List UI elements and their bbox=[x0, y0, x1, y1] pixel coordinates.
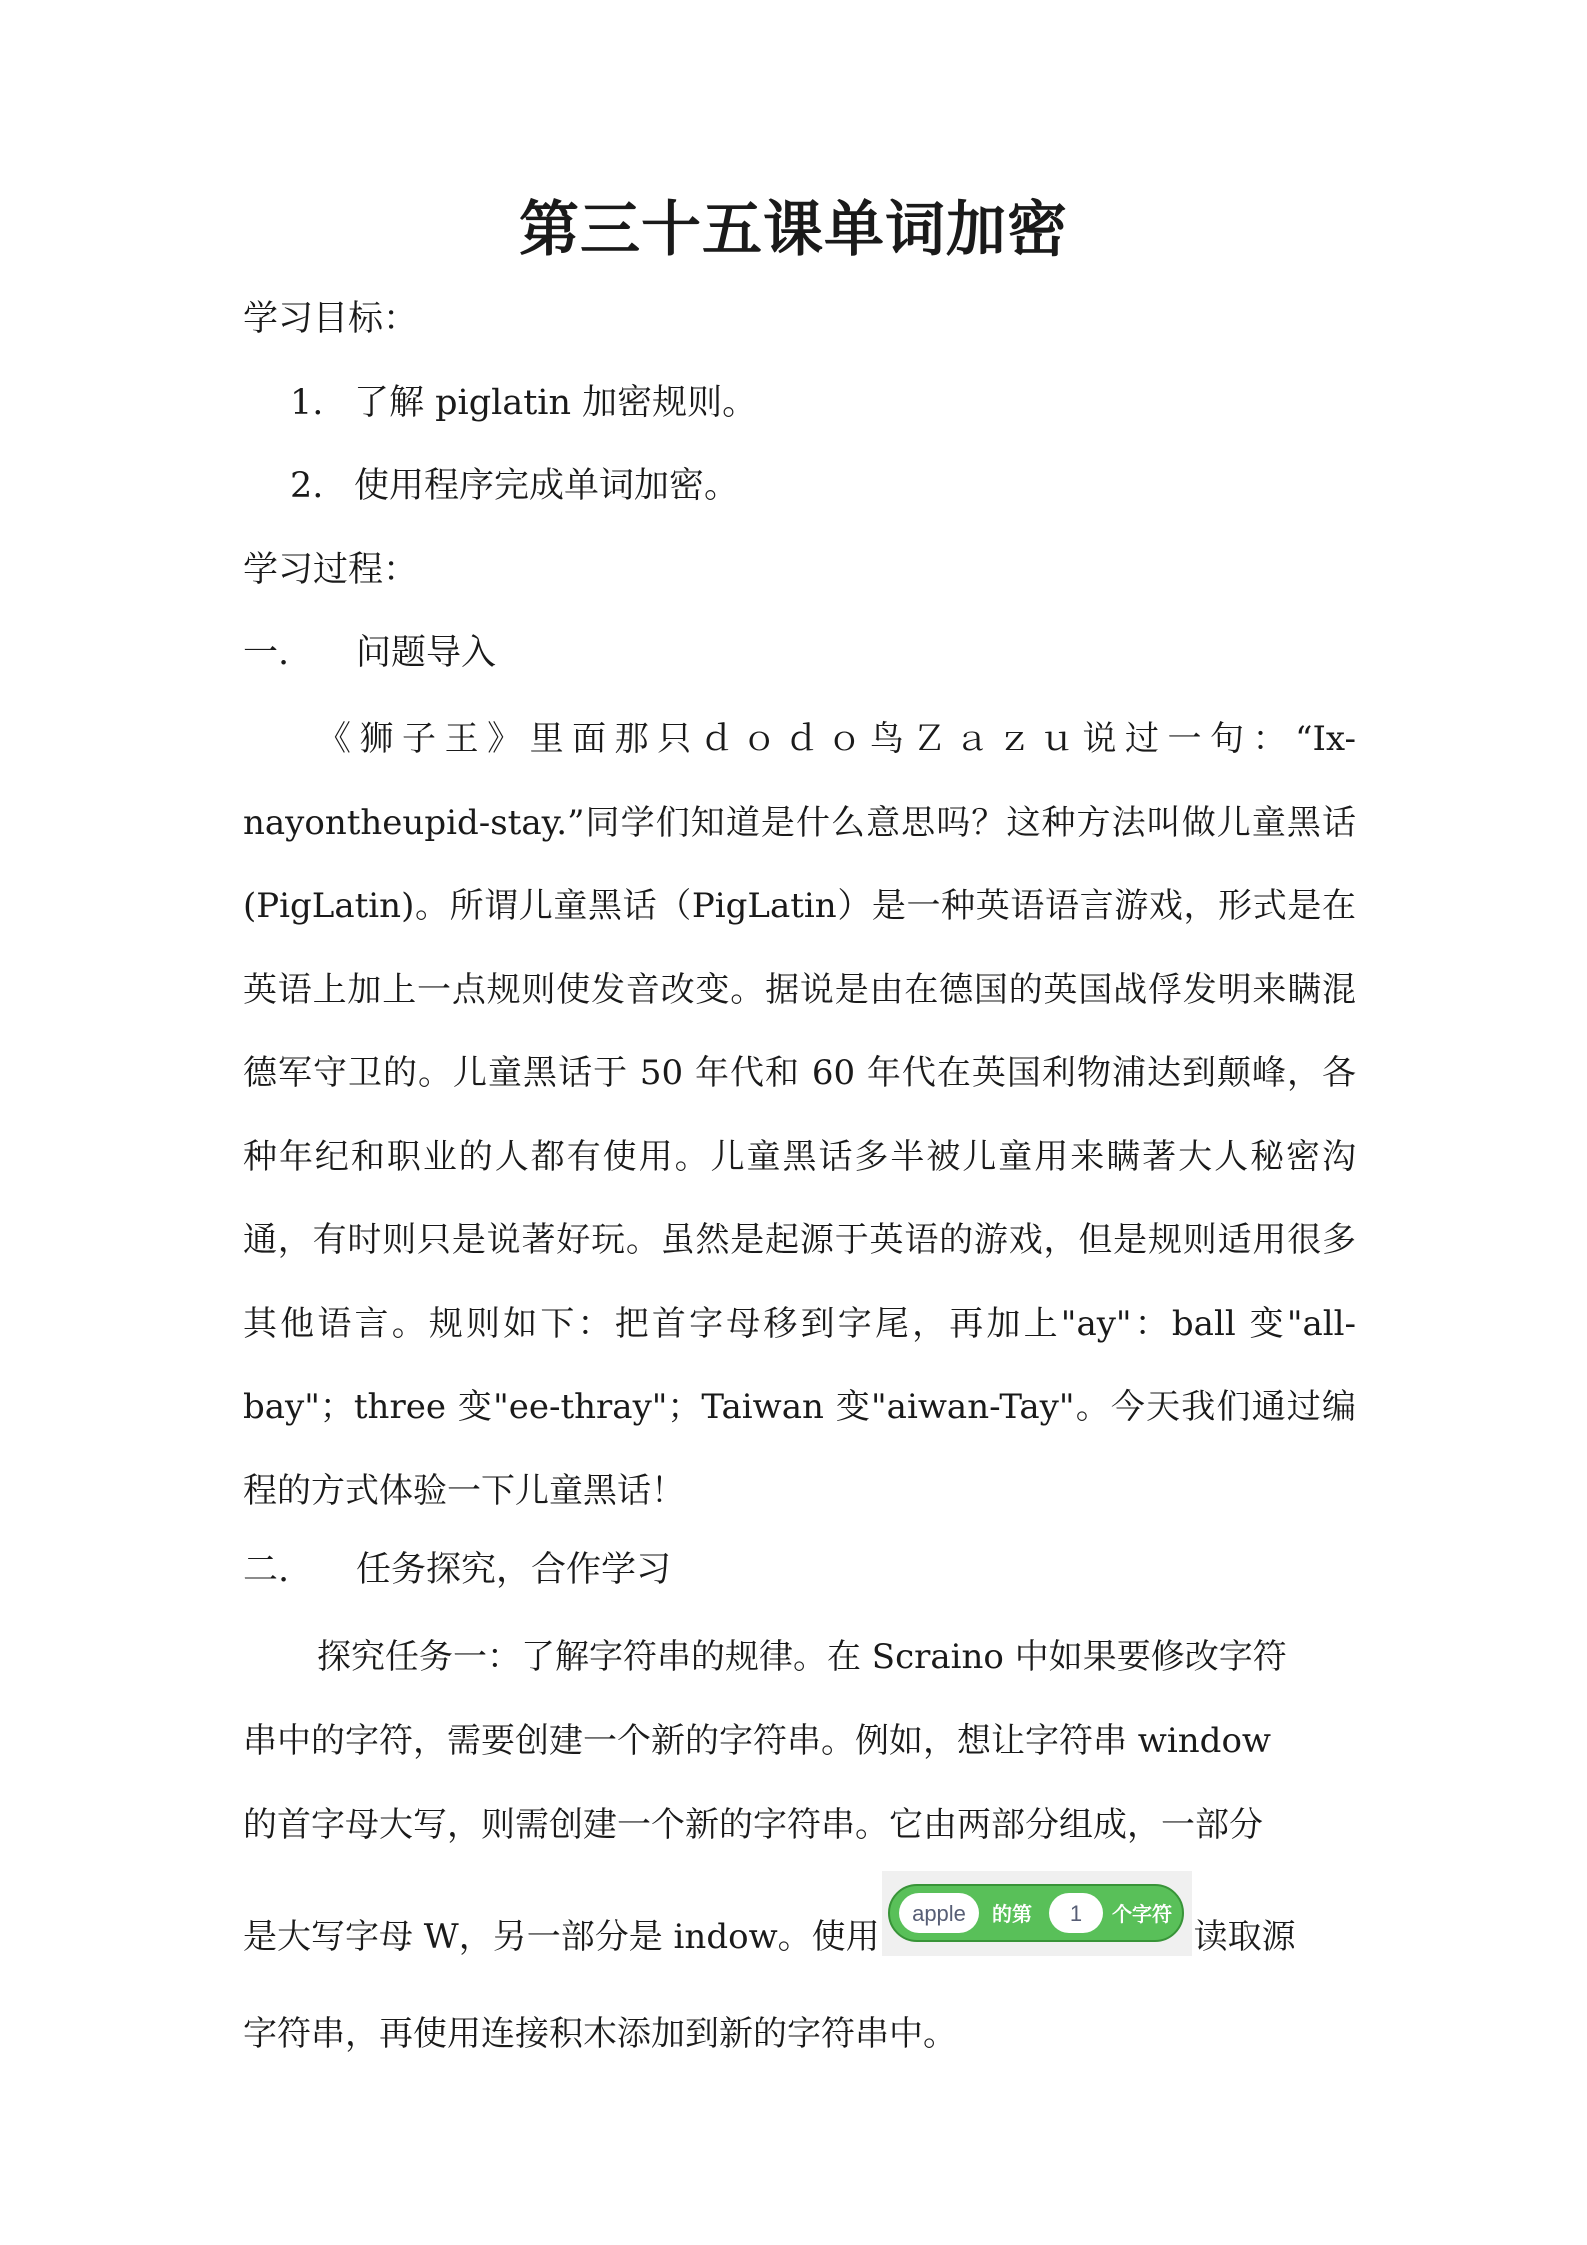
block-label-1: 的第 bbox=[991, 1902, 1032, 1926]
list-number: 2. bbox=[290, 466, 324, 506]
section-2-heading bbox=[243, 1545, 671, 1595]
list-number: 1. bbox=[290, 383, 324, 423]
index-input-text: 1 bbox=[1069, 1901, 1082, 1926]
block-label-2: 个字符 bbox=[1111, 1902, 1172, 1926]
section-title: 问题导入 bbox=[356, 633, 497, 673]
objective-item-1 bbox=[290, 378, 757, 428]
paragraph-line: 探究任务一：了解字符串的规律。在 Scraino 中如果要修改字符 bbox=[317, 1637, 1287, 1677]
section-number: 一. bbox=[243, 633, 290, 673]
process-heading: 学习过程： bbox=[243, 550, 419, 590]
objectives-heading: 学习目标： bbox=[243, 299, 419, 339]
section-title: 任务探究，合作学习 bbox=[356, 1550, 672, 1590]
paragraph-line: 的首字母大写，则需创建一个新的字符串。它由两部分组成，一部分 bbox=[243, 1805, 1263, 1845]
paragraph-text: 读取源 bbox=[1193, 1917, 1296, 1957]
section-number: 二. bbox=[243, 1550, 290, 1590]
page-title: 第三十五课单词加密 bbox=[519, 195, 1068, 265]
section-2-paragraph bbox=[243, 1615, 1356, 2076]
objective-item-2 bbox=[290, 461, 739, 511]
section-1-paragraph: 《狮子王》里面那只ｄｏｄｏ鸟Ｚａｚｕ说过一句：“Ix-nayontheupid-stay.”同学们知道是什么意思吗？这种方法叫做儿童黑话(PigLatin)。所谓儿童黑话（PigLatin）是一种英语语言游戏，形式是在英语上加上一点规则使发音改变。据说是由在德国的英国战俘发明来瞒混德军守卫的。儿童黑话于 50 年代和 60 年代在英国利物浦达到颠峰，各种年纪和职业的人都有使用。儿童黑话多半被儿童用来瞒著大人秘密沟通，有时则只是说著好玩。虽然是起源于英语的游戏，但是规则适用很多其他语言。规则如下：把首字母移到字尾，再加上"ay"：ball 变"all-bay"；three 变"ee-thray"；Taiwan 变"aiwan-Tay"。今天我们通过编程的方式体验一下儿童黑话！ bbox=[243, 719, 1356, 1511]
list-text: 使用程序完成单词加密。 bbox=[354, 466, 740, 506]
paragraph-line-with-block bbox=[243, 1871, 1356, 1992]
paragraph-text: 是大写字母 W，另一部分是 indow。使用 bbox=[243, 1917, 880, 1957]
list-text: 了解 piglatin 加密规则。 bbox=[354, 383, 758, 423]
paragraph-line: 字符串，再使用连接积木添加到新的字符串中。 bbox=[243, 2014, 957, 2054]
string-input-text: apple bbox=[911, 1901, 966, 1926]
section-1-heading bbox=[243, 628, 496, 678]
block-image bbox=[882, 1871, 1192, 1956]
letter-of-string-block bbox=[882, 1871, 1192, 1956]
paragraph-line: 串中的字符，需要创建一个新的字符串。例如，想让字符串 window bbox=[243, 1721, 1272, 1761]
